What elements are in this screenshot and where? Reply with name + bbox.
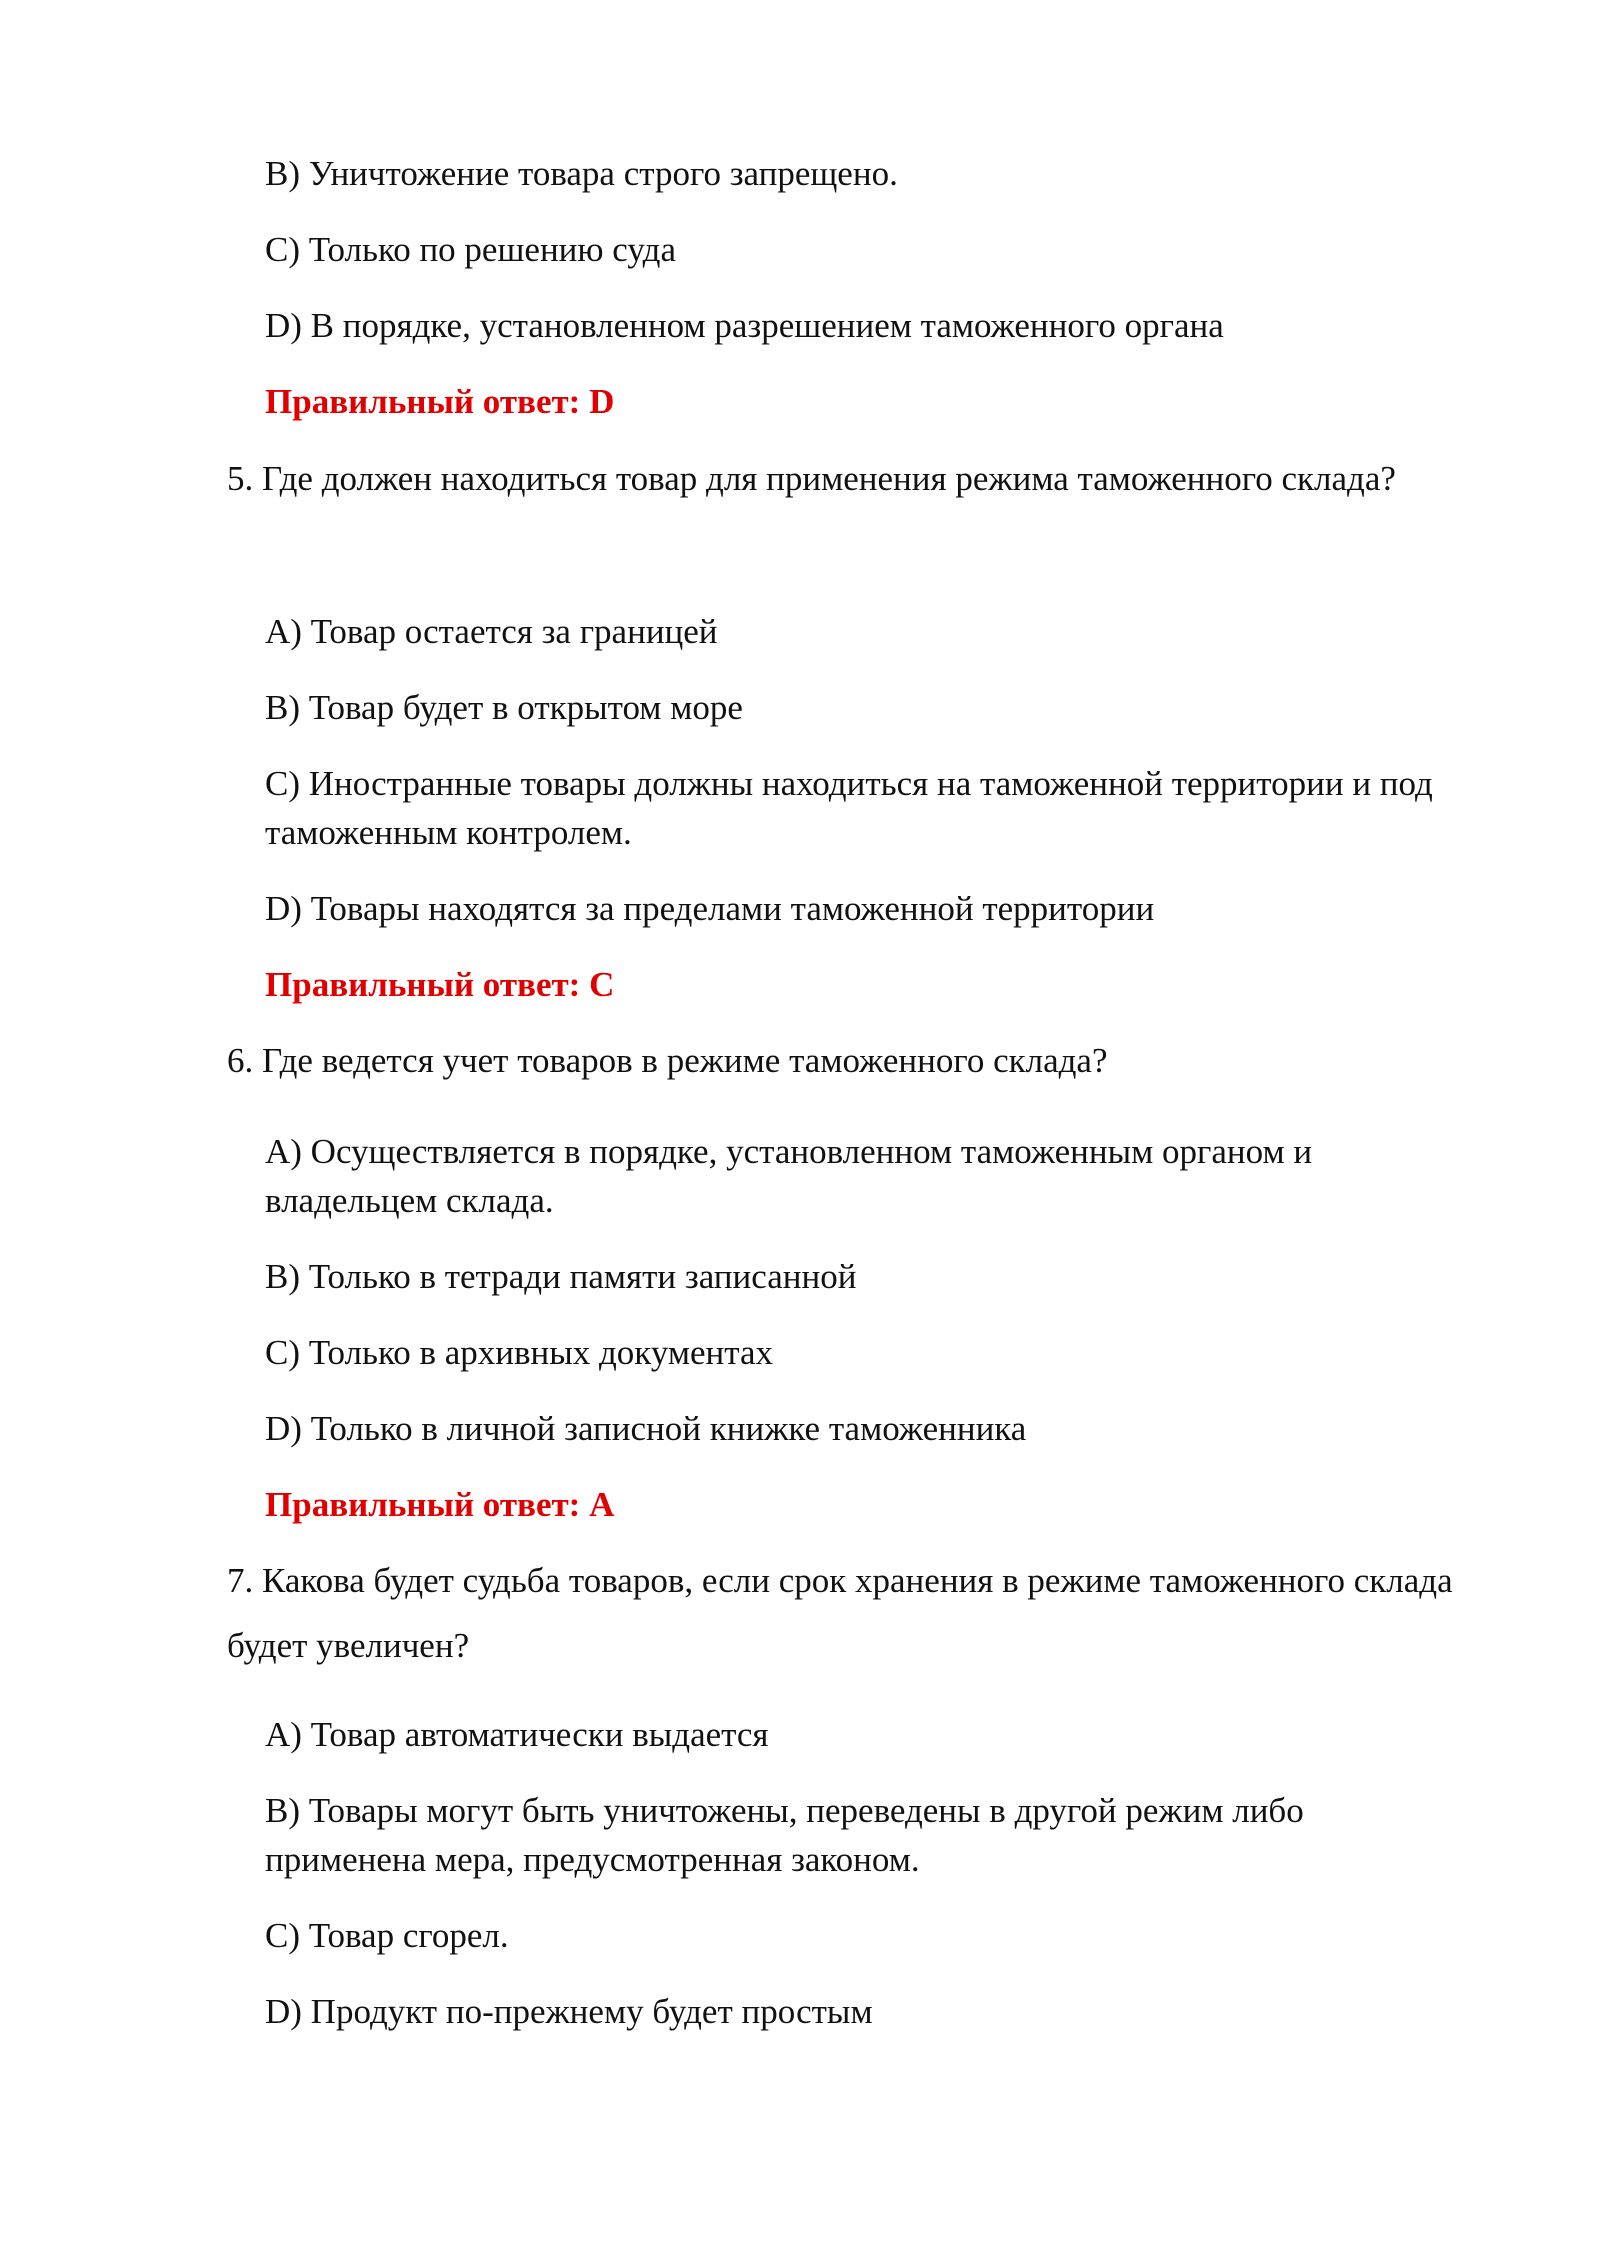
q6-option-b: B) Только в тетради памяти записанной [265,1257,857,1296]
q6-option-d: D) Только в личной записной книжке таможенника [265,1409,1027,1448]
q7-option-a: A) Товар автоматически выдается [265,1715,769,1754]
q6-option-c: C) Только в архивных документах [265,1333,774,1372]
q4-option-c: C) Только по решению суда [265,230,677,269]
q7-option-c: C) Товар сгорел. [265,1916,509,1955]
q4-option-b: B) Уничтожение товара строго запрещено. [265,154,898,193]
q7-option-d: D) Продукт по-прежнему будет простым [265,1992,873,2031]
q5-question: 5. Где должен находиться товар для применения режима таможенного склада? [227,459,1396,498]
q5-option-b: B) Товар будет в открытом море [265,688,743,727]
q7-option-b: B) Товары могут быть уничтожены, переведены в другой режим либо применена мера, предусмотренная законом. [265,1791,1304,1879]
q5-option-c: C) Иностранные товары должны находиться на таможенной территории и под таможенным контролем. [265,764,1433,852]
q4-correct-answer: Правильный ответ: D [265,382,615,421]
q5-option-d: D) Товары находятся за пределами таможенной территории [265,889,1155,928]
q5-option-a: A) Товар остается за границей [265,612,718,651]
q6-correct-answer: Правильный ответ: A [265,1485,615,1524]
q5-correct-answer: Правильный ответ: C [265,965,615,1004]
q6-option-a: A) Осуществляется в порядке, установленном таможенным органом и владельцем склада. [265,1132,1313,1220]
q6-question: 6. Где ведется учет товаров в режиме таможенного склада? [227,1041,1108,1080]
q7-question: 7. Какова будет судьба товаров, если срок хранения в режиме таможенного склада будет увеличен? [227,1561,1453,1665]
q4-option-d: D) В порядке, установленном разрешением таможенного органа [265,306,1224,345]
